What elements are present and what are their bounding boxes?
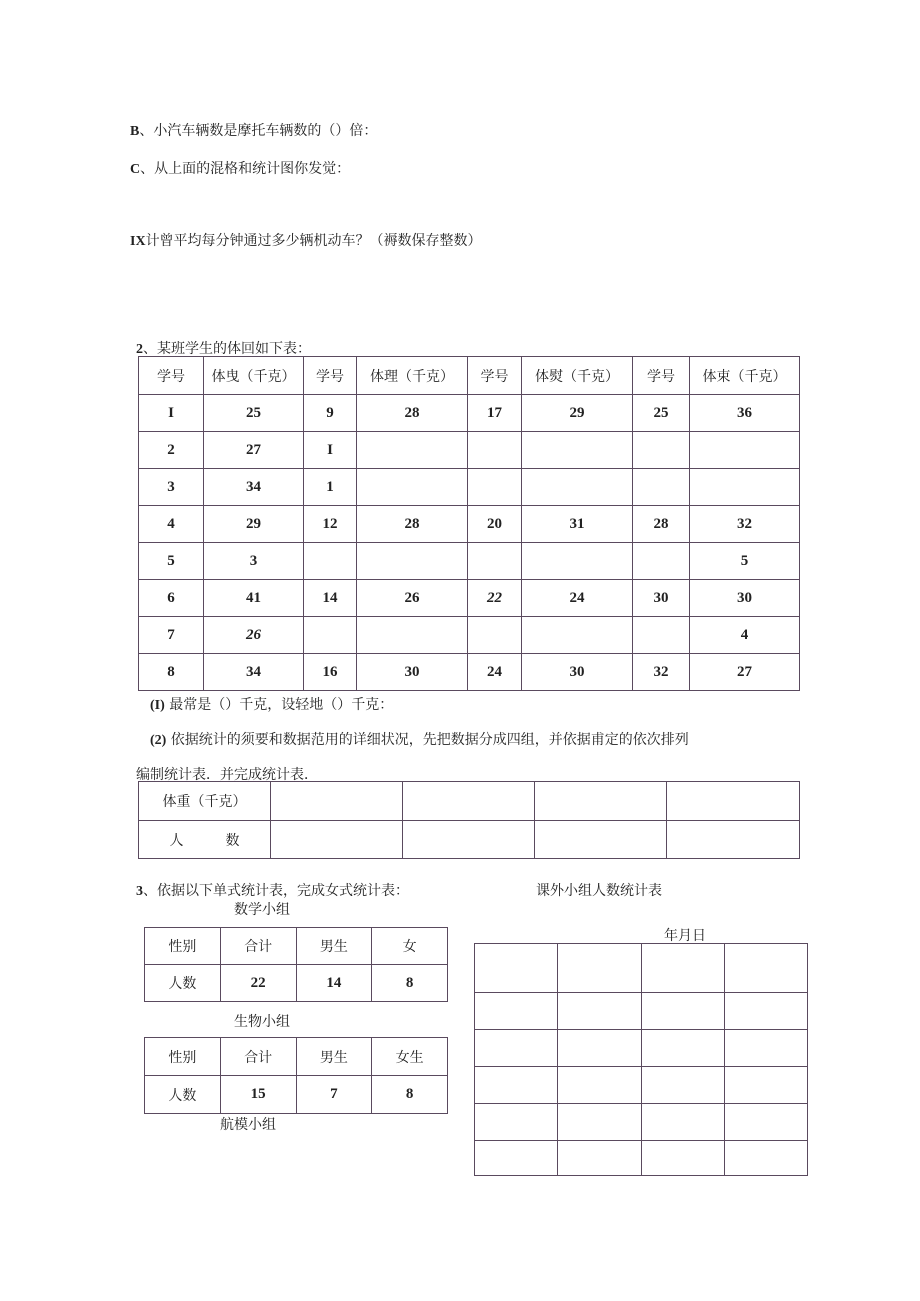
table-row bbox=[475, 1141, 808, 1176]
student-id-cell bbox=[304, 617, 357, 654]
table-row bbox=[139, 357, 800, 395]
weight-cell: 30 bbox=[690, 580, 800, 617]
weight-cell bbox=[522, 617, 633, 654]
student-id-cell: 25 bbox=[633, 395, 690, 432]
weight-cell: 41 bbox=[204, 580, 304, 617]
student-id-cell: 6 bbox=[139, 580, 204, 617]
section2-title-text: 、某班学生的体回如下表： bbox=[143, 341, 311, 357]
bio-table bbox=[144, 1037, 448, 1114]
empty-cell[interactable] bbox=[558, 1104, 641, 1141]
value-cell: 14 bbox=[296, 965, 372, 1002]
date-label: 年月日 bbox=[664, 928, 706, 944]
empty-cell[interactable] bbox=[535, 782, 667, 821]
section3-title-text: 、依据以下单式统计表，完成女式统计表： bbox=[143, 883, 409, 899]
model-caption: 航模小组 bbox=[220, 1117, 276, 1133]
value-cell: 8 bbox=[372, 1076, 448, 1114]
empty-cell[interactable] bbox=[558, 944, 641, 993]
header-cell: 性别 bbox=[145, 928, 221, 965]
empty-cell[interactable] bbox=[724, 1030, 807, 1067]
empty-cell[interactable] bbox=[724, 1067, 807, 1104]
weight-cell: 29 bbox=[204, 506, 304, 543]
count-label: 人 数 bbox=[139, 821, 271, 859]
table-row bbox=[139, 395, 800, 432]
student-id-cell: 30 bbox=[633, 580, 690, 617]
question-ix-letter: IX bbox=[130, 234, 146, 249]
empty-cell[interactable] bbox=[271, 782, 403, 821]
empty-cell[interactable] bbox=[667, 782, 800, 821]
weight-cell: 27 bbox=[204, 432, 304, 469]
empty-cell[interactable] bbox=[724, 944, 807, 993]
weight-cell bbox=[357, 617, 468, 654]
student-id-cell: 12 bbox=[304, 506, 357, 543]
weight-cell: 31 bbox=[522, 506, 633, 543]
weight-cell: 26 bbox=[357, 580, 468, 617]
student-id-cell bbox=[633, 432, 690, 469]
weight-cell: 34 bbox=[204, 469, 304, 506]
question-b-letter: B bbox=[130, 124, 140, 139]
section3-number: 3 bbox=[136, 884, 143, 899]
empty-cell[interactable] bbox=[641, 1141, 724, 1176]
student-id-cell: 5 bbox=[139, 543, 204, 580]
table-row bbox=[139, 469, 800, 506]
section2-title bbox=[136, 338, 311, 358]
row-label: 人数 bbox=[145, 1076, 221, 1114]
table-row bbox=[139, 506, 800, 543]
weight-cell: 36 bbox=[690, 395, 800, 432]
empty-cell[interactable] bbox=[724, 993, 807, 1030]
student-id-cell: 3 bbox=[139, 469, 204, 506]
student-id-cell bbox=[633, 543, 690, 580]
table-row bbox=[139, 432, 800, 469]
math-caption: 数学小组 bbox=[234, 902, 290, 918]
q2-continuation: 编制统计表．并完成统计表． bbox=[136, 767, 318, 783]
table-row bbox=[139, 654, 800, 691]
student-id-cell: 16 bbox=[304, 654, 357, 691]
student-id-cell: 14 bbox=[304, 580, 357, 617]
compound-table bbox=[474, 943, 808, 1176]
student-id-cell: 9 bbox=[304, 395, 357, 432]
table-row bbox=[139, 617, 800, 654]
student-id-cell: 2 bbox=[139, 432, 204, 469]
empty-cell[interactable] bbox=[403, 782, 535, 821]
empty-cell[interactable] bbox=[475, 1104, 558, 1141]
student-id-cell: 32 bbox=[633, 654, 690, 691]
weight-cell: 32 bbox=[690, 506, 800, 543]
question-c bbox=[130, 158, 350, 178]
math-table bbox=[144, 927, 448, 1002]
question-c-text: 、从上面的混格和统计图你发觉： bbox=[140, 161, 351, 177]
student-id-cell: 20 bbox=[468, 506, 522, 543]
student-id-cell: I bbox=[139, 395, 204, 432]
header-cell: 体熨（千克） bbox=[522, 357, 633, 395]
empty-cell[interactable] bbox=[535, 821, 667, 859]
student-id-cell: 8 bbox=[139, 654, 204, 691]
header-cell: 学号 bbox=[633, 357, 690, 395]
header-cell: 体理（千克） bbox=[357, 357, 468, 395]
weight-cell: 3 bbox=[204, 543, 304, 580]
header-cell: 男生 bbox=[296, 928, 372, 965]
weight-cell: 34 bbox=[204, 654, 304, 691]
student-id-cell bbox=[468, 543, 522, 580]
header-cell: 合计 bbox=[220, 928, 296, 965]
weight-cell: 5 bbox=[690, 543, 800, 580]
empty-cell[interactable] bbox=[724, 1141, 807, 1176]
student-id-cell: I bbox=[304, 432, 357, 469]
weight-cell: 28 bbox=[357, 395, 468, 432]
empty-cell[interactable] bbox=[475, 1030, 558, 1067]
table-row bbox=[475, 1067, 808, 1104]
weight-cell bbox=[522, 432, 633, 469]
empty-cell[interactable] bbox=[475, 1067, 558, 1104]
value-cell: 15 bbox=[220, 1076, 296, 1114]
table-row bbox=[139, 580, 800, 617]
weight-cell bbox=[522, 543, 633, 580]
weight-cell bbox=[690, 432, 800, 469]
empty-cell[interactable] bbox=[475, 1141, 558, 1176]
empty-cell[interactable] bbox=[667, 821, 800, 859]
empty-cell[interactable] bbox=[558, 1141, 641, 1176]
empty-cell[interactable] bbox=[558, 1067, 641, 1104]
student-id-cell bbox=[468, 617, 522, 654]
student-id-cell bbox=[468, 469, 522, 506]
table-row bbox=[475, 1030, 808, 1067]
section3-title bbox=[136, 880, 409, 900]
table-row bbox=[475, 993, 808, 1030]
student-id-cell bbox=[633, 469, 690, 506]
question-ix-text: 计曾平均每分钟通过多少辆机动车？（褥数保存整数） bbox=[145, 233, 482, 249]
weight-cell bbox=[690, 469, 800, 506]
question-b bbox=[130, 120, 377, 140]
weight-label: 体重（千克） bbox=[139, 782, 271, 821]
student-id-cell bbox=[468, 432, 522, 469]
empty-cell[interactable] bbox=[558, 1030, 641, 1067]
grouped-stat-table bbox=[138, 781, 800, 859]
q2-number: (2) bbox=[150, 733, 167, 748]
weight-cell bbox=[357, 469, 468, 506]
empty-cell[interactable] bbox=[724, 1104, 807, 1141]
header-cell: 体曳（千克） bbox=[204, 357, 304, 395]
empty-cell[interactable] bbox=[475, 993, 558, 1030]
question-ix bbox=[130, 230, 482, 250]
weight-cell: 28 bbox=[357, 506, 468, 543]
q1-text: 最常是（）千克，设轻地（）千克： bbox=[169, 697, 394, 713]
value-cell: 22 bbox=[220, 965, 296, 1002]
empty-cell[interactable] bbox=[641, 944, 724, 993]
student-id-cell: 28 bbox=[633, 506, 690, 543]
header-cell: 学号 bbox=[139, 357, 204, 395]
student-id-cell bbox=[304, 543, 357, 580]
student-id-cell: 17 bbox=[468, 395, 522, 432]
empty-cell[interactable] bbox=[475, 944, 558, 993]
weight-cell bbox=[522, 469, 633, 506]
weight-cell bbox=[357, 432, 468, 469]
value-cell: 7 bbox=[296, 1076, 372, 1114]
header-cell: 男生 bbox=[296, 1038, 372, 1076]
student-id-cell bbox=[633, 617, 690, 654]
weight-cell bbox=[357, 543, 468, 580]
weight-cell: 30 bbox=[522, 654, 633, 691]
weight-cell: 4 bbox=[690, 617, 800, 654]
q2-text: 依据统计的须要和数据范用的详细状况，先把数据分成四组，并依据甫定的依次排列 bbox=[170, 732, 689, 748]
table-row bbox=[475, 1104, 808, 1141]
section2-number: 2 bbox=[136, 342, 143, 357]
student-id-cell: 4 bbox=[139, 506, 204, 543]
value-cell: 8 bbox=[372, 965, 448, 1002]
q1 bbox=[150, 694, 393, 714]
weight-table bbox=[138, 356, 800, 691]
weight-cell: 27 bbox=[690, 654, 800, 691]
table-row bbox=[475, 944, 808, 993]
empty-cell[interactable] bbox=[641, 1104, 724, 1141]
header-cell: 女 bbox=[372, 928, 448, 965]
compound-table-title: 课外小组人数统计表 bbox=[536, 883, 662, 899]
empty-cell[interactable] bbox=[558, 993, 641, 1030]
header-cell: 女生 bbox=[372, 1038, 448, 1076]
empty-cell[interactable] bbox=[641, 1067, 724, 1104]
table-row bbox=[139, 543, 800, 580]
row-label: 人数 bbox=[145, 965, 221, 1002]
q1-number: (I) bbox=[150, 698, 165, 713]
question-c-letter: C bbox=[130, 162, 141, 177]
student-id-cell: 7 bbox=[139, 617, 204, 654]
header-cell: 学号 bbox=[304, 357, 357, 395]
student-id-cell: 1 bbox=[304, 469, 357, 506]
weight-cell: 26 bbox=[204, 617, 304, 654]
student-id-cell: 22 bbox=[468, 580, 522, 617]
header-cell: 合计 bbox=[220, 1038, 296, 1076]
bio-caption: 生物小组 bbox=[234, 1014, 290, 1030]
empty-cell[interactable] bbox=[641, 1030, 724, 1067]
question-b-text: 、小汽车辆数是摩托车辆数的（）倍： bbox=[139, 123, 378, 139]
header-cell: 学号 bbox=[468, 357, 522, 395]
empty-cell[interactable] bbox=[271, 821, 403, 859]
weight-cell: 25 bbox=[204, 395, 304, 432]
q2 bbox=[150, 729, 689, 749]
empty-cell[interactable] bbox=[403, 821, 535, 859]
weight-cell: 29 bbox=[522, 395, 633, 432]
weight-cell: 24 bbox=[522, 580, 633, 617]
weight-cell: 30 bbox=[357, 654, 468, 691]
header-cell: 性别 bbox=[145, 1038, 221, 1076]
student-id-cell: 24 bbox=[468, 654, 522, 691]
empty-cell[interactable] bbox=[641, 993, 724, 1030]
header-cell: 体束（千克） bbox=[690, 357, 800, 395]
